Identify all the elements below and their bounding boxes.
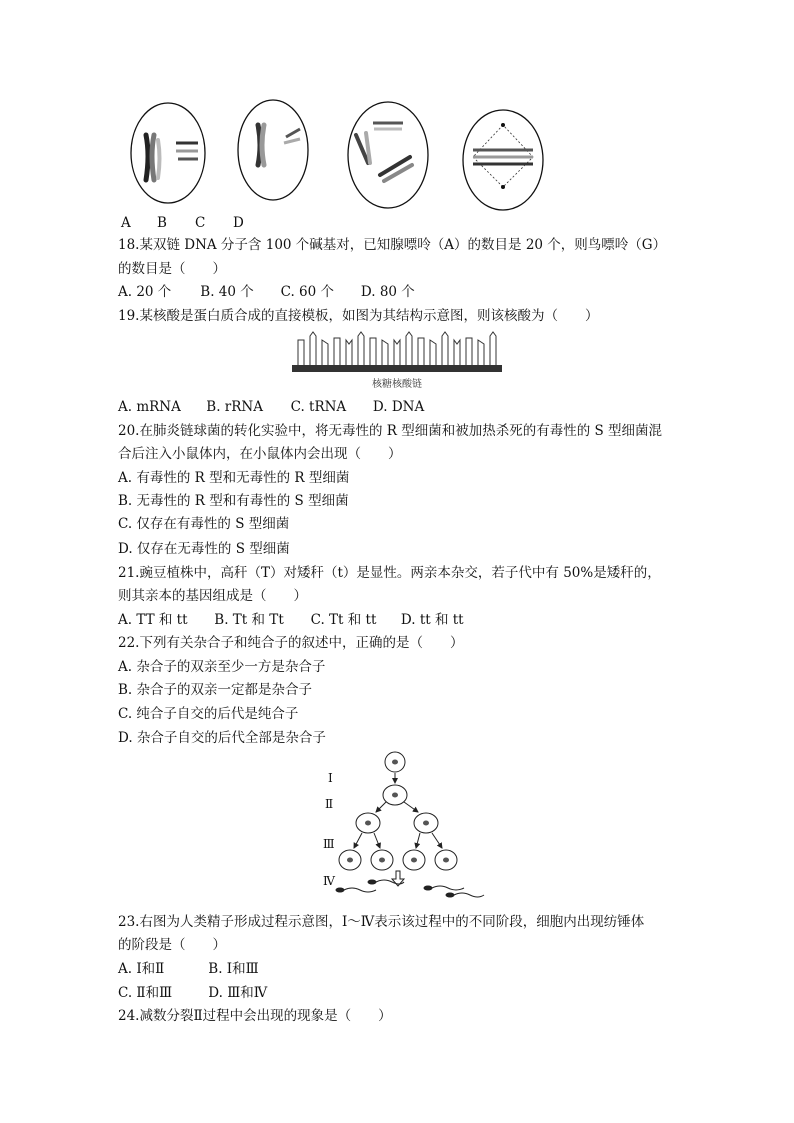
q22-option-a: A. 杂合子的双亲至少一方是杂合子 (118, 659, 326, 675)
option-d: D. DNA (372, 399, 425, 415)
option-a: A. mRNA (118, 399, 181, 415)
q18-stem-line1: 18.某双链 DNA 分子含 100 个碱基对，已知腺嘌呤（A）的数目是 20 个，则鸟嘌呤（G） (118, 237, 667, 253)
cell-b (238, 100, 308, 200)
option-b: B. 40 个 (200, 284, 254, 300)
q23-options-row1 (118, 960, 259, 978)
q21-stem-line1: 21.豌豆植株中，高秆（T）对矮秆（t）是显性。两亲本杂交，若子代中有 50%是矮秆的， (118, 565, 661, 581)
q23-stem-line1: 23.右图为人类精子形成过程示意图，Ⅰ～Ⅳ表示该过程中的不同阶段，细胞内出现纺锤体 (118, 914, 645, 930)
option-c: C. tRNA (290, 399, 347, 415)
option-a: A. TT 和 tt (118, 612, 188, 628)
cell-a (131, 103, 205, 203)
q20-stem-line2: 合后注入小鼠体内，在小鼠体内会出现（ ） (118, 446, 402, 462)
label-a: A (121, 215, 131, 231)
q20-stem-line1: 20.在肺炎链球菌的转化实验中，将无毒性的 R 型细菌和被加热杀死的有毒性的 S 型细菌混 (118, 423, 663, 439)
q23-options-row2 (118, 984, 267, 1002)
q20-option-c: C. 仅存在有毒性的 S 型细菌 (118, 516, 290, 532)
option-d: D. 80 个 (360, 284, 415, 300)
rna-chain-figure (290, 330, 504, 390)
option-c: C. Ⅱ和Ⅲ (118, 985, 173, 1001)
label-c: C (195, 215, 206, 231)
spermatogenesis-figure (320, 750, 490, 898)
rna-chain-caption: 核糖核酸链 (372, 379, 422, 390)
option-c: C. Tt 和 tt (310, 612, 377, 628)
stage-2-label: Ⅱ (325, 797, 334, 811)
option-a: A. Ⅰ和Ⅱ (118, 961, 165, 977)
q18-stem-line2: 的数目是（ ） (118, 261, 226, 277)
label-d: D (233, 215, 244, 231)
option-b: B. Tt 和 Tt (214, 612, 284, 628)
q20-option-d: D. 仅存在无毒性的 S 型细菌 (118, 541, 290, 557)
q22-stem: 22.下列有关杂合子和纯合子的叙述中，正确的是（ ） (118, 635, 464, 651)
option-d: D. tt 和 tt (400, 612, 464, 628)
label-b: B (157, 215, 167, 231)
q21-stem-line2: 则其亲本的基因组成是（ ） (118, 588, 307, 604)
cell-d (463, 110, 543, 210)
q24-stem: 24.减数分裂Ⅱ过程中会出现的现象是（ ） (118, 1008, 392, 1024)
q20-option-b: B. 无毒性的 R 型和有毒性的 S 型细菌 (118, 493, 349, 509)
q22-option-c: C. 纯合子自交的后代是纯合子 (118, 706, 299, 722)
option-c: C. 60 个 (280, 284, 334, 300)
q19-stem: 19.某核酸是蛋白质合成的直接模板，如图为其结构示意图，则该核酸为（ ） (118, 308, 599, 324)
q20-option-a: A. 有毒性的 R 型和无毒性的 R 型细菌 (118, 470, 350, 486)
q18-options (118, 283, 415, 301)
option-d: D. Ⅲ和Ⅳ (208, 985, 268, 1001)
cell-division-figure (118, 95, 558, 215)
q19-options (118, 398, 424, 416)
stage-4-label: Ⅳ (323, 874, 335, 888)
q22-option-b: B. 杂合子的双亲一定都是杂合子 (118, 682, 313, 698)
q23-stem-line2: 的阶段是（ ） (118, 937, 226, 953)
stage-1-label: Ⅰ (328, 771, 333, 785)
stage-3-label: Ⅲ (323, 837, 335, 851)
option-b: B. rRNA (206, 399, 263, 415)
option-a: A. 20 个 (118, 284, 172, 300)
cell-c (348, 102, 428, 208)
q22-option-d: D. 杂合子自交的后代全部是杂合子 (118, 730, 326, 746)
option-b: B. Ⅰ和Ⅲ (208, 961, 259, 977)
q21-options (118, 611, 464, 629)
